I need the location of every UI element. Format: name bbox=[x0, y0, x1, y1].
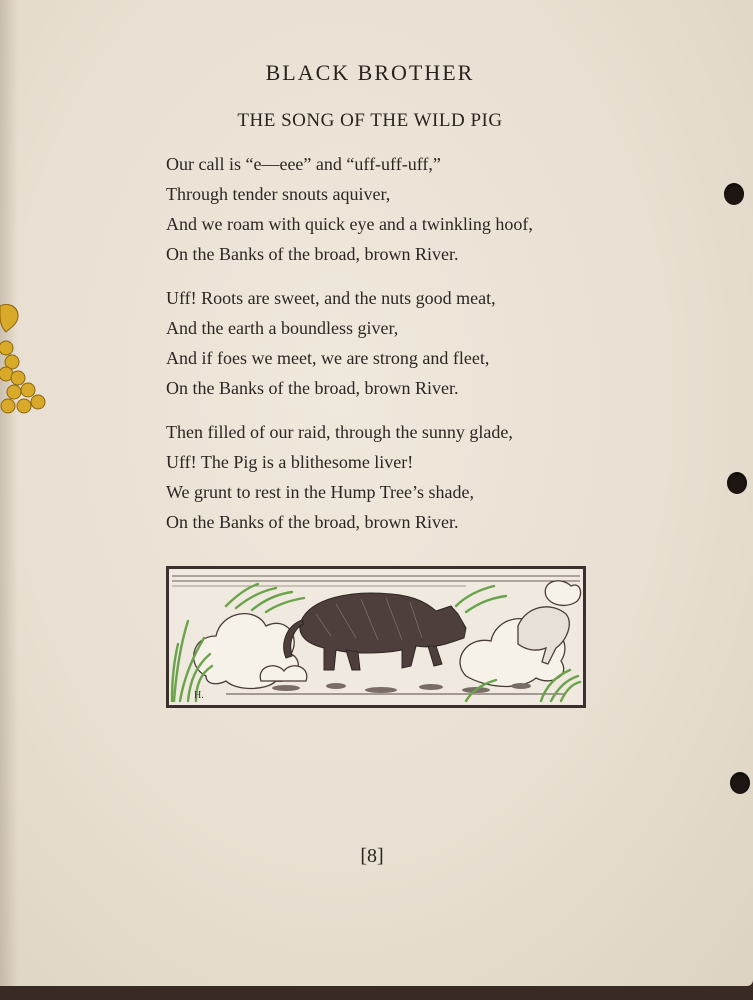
binder-hole-bottom bbox=[730, 772, 750, 794]
gold-clip-decoration bbox=[0, 302, 50, 422]
poem-line: On the Banks of the broad, brown River. bbox=[166, 512, 459, 532]
poem-line: On the Banks of the broad, brown River. bbox=[166, 378, 459, 398]
page-number: [8] bbox=[360, 845, 384, 867]
poem-line: We grunt to rest in the Hump Tree’s shade, bbox=[166, 482, 475, 502]
wild-pig-woodcut bbox=[166, 566, 586, 708]
stanza-3 bbox=[166, 417, 686, 537]
poem-line: Uff! The Pig is a blithesome liver! bbox=[166, 452, 414, 472]
poem-line: Uff! Roots are sweet, and the nuts good meat, bbox=[166, 288, 496, 308]
stanza-1 bbox=[166, 149, 686, 269]
poem-line: And the earth a boundless giver, bbox=[166, 318, 399, 338]
poem-title: THE SONG OF THE WILD PIG bbox=[237, 110, 503, 131]
binder-hole-middle bbox=[727, 472, 747, 494]
poem-line: And we roam with quick eye and a twinkling hoof, bbox=[166, 214, 533, 234]
binder-hole-top bbox=[724, 183, 744, 205]
poem-line: And if foes we meet, we are strong and fleet, bbox=[166, 348, 490, 368]
poem-body bbox=[166, 149, 686, 551]
stanza-2 bbox=[166, 283, 686, 403]
artist-mark: H. bbox=[194, 690, 204, 701]
book-title: BLACK BROTHER bbox=[265, 60, 475, 85]
poem-line: Then filled of our raid, through the sunny glade, bbox=[166, 422, 513, 442]
poem-line: Through tender snouts aquiver, bbox=[166, 184, 391, 204]
spine-shadow bbox=[0, 0, 18, 986]
poem-line: Our call is “e—eee” and “uff-uff-uff,” bbox=[166, 154, 441, 174]
poem-line: On the Banks of the broad, brown River. bbox=[166, 244, 459, 264]
